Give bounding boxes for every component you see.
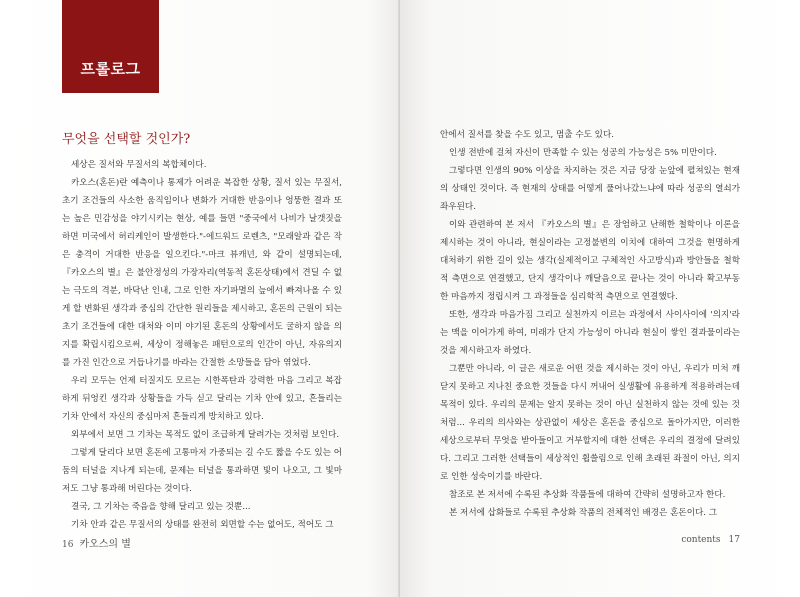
right-folio [681, 535, 740, 545]
paragraph: 외부에서 보면 그 기차는 목적도 없이 조급하게 달려가는 것처럼 보인다. [71, 430, 340, 440]
paragraph: 참조로 본 저서에 수록된 추상화 작품들에 대하여 간략히 설명하고자 한다. [449, 490, 726, 500]
paragraph: 본 저서에 삽화들로 수록된 추상화 작품의 전체적인 배경은 혼돈이다. 그 [449, 508, 718, 518]
running-book-title: 카오스의 별 [79, 539, 131, 550]
paragraph: 결국, 그 기차는 죽음을 향해 달리고 있는 것뿐... [71, 502, 251, 512]
paragraph: 이와 관련하여 본 저서 『카오스의 별』은 장엄하고 난해한 철학이나 이론을 제시하는 것이 아니라, 현실이라는 고정불변의 이치에 대하여 그것을 현명하게 대처하기 위한 길이 있는 생각(실제적이고 구체적인 사고방식)과 방안들을 철학적 측면으로 연결했고, 단지 생각이나 깨달음으로 끝나는 것이 아니라 확고부동한 마음까지 정립시켜 그 과정들을 심리학적 측면으로 연결했다. [440, 220, 740, 302]
paragraph: 또한, 생각과 마음가짐 그리고 실천까지 이르는 과정에서 사이사이에 '의지'라는 맥을 이어가게 하여, 미래가 단지 가능성이 아니라 현실이 쌓인 결과물이라는 것을 제시하고자 하였다. [440, 310, 740, 356]
running-section-label: contents [681, 535, 721, 545]
paragraph: 세상은 질서와 무질서의 복합체이다. [71, 160, 207, 170]
chapter-label: 프롤로그 [80, 60, 141, 78]
page-number: 16 [62, 540, 74, 550]
paragraph: 그렇다면 인생의 90% 이상을 차지하는 것은 지금 당장 눈앞에 펼쳐있는 현재의 상태인 것이다. 즉 현재의 상태를 어떻게 풀어나갔느냐에 따라 성공의 열쇠가 좌우된다. [440, 166, 740, 212]
left-folio [62, 535, 131, 550]
paragraph: 우리 모두는 언제 터질지도 모르는 시한폭탄과 강력한 마음 그리고 복잡하게 뒤엉킨 생각과 상황들을 가득 싣고 달리는 기차 안에 있고, 흔들리는 기차 안에서 자신의 중심마저 흔들리게 방치하고 있다. [62, 376, 342, 422]
right-body-text [440, 126, 740, 522]
right-page [400, 0, 800, 597]
section-heading: 무엇을 선택할 것인가? [62, 132, 191, 147]
paragraph: 그뿐만 아니라, 이 글은 새로운 어떤 것을 제시하는 것이 아닌, 우리가 미처 깨닫지 못하고 지나친 중요한 것들을 다시 꺼내어 실생활에 유용하게 적용하려는데 목적이 있다. 우리의 문제는 알지 못하는 것이 아닌 실천하지 않는 것에 있는 것처럼... 우리의 의사와는 상관없이 세상은 혼돈을 중심으로 돌아가지만, 이러한 세상으로부터 무엇을 받아들이고 거부할지에 대한 선택은 우리의 결정에 달려있다. 그리고 그러한 선택들이 세상적인 휩쓸림으로 인해 초래된 좌절이 아닌, 의지로 인한 성숙이기를 바란다. [440, 364, 740, 482]
paragraph: 그렇게 달리다 보면 혼돈에 고통마저 가중되는 길 수도 짧을 수도 있는 어둠의 터널을 지나게 되는데, 문제는 터널을 통과하면 빛이 나오고, 그 빛마저도 그냥 통과해 버린다는 것이다. [62, 448, 342, 494]
chapter-label-box [62, 0, 159, 93]
paragraph: 기차 안과 같은 무질서의 상태를 완전히 외면할 수는 없어도, 적어도 그 [71, 520, 334, 530]
left-body-text [62, 156, 342, 534]
paragraph: 인생 전반에 걸쳐 자신이 만족할 수 있는 성공의 가능성은 5% 미만이다. [449, 148, 717, 158]
page-number: 17 [728, 535, 740, 545]
paragraph: 카오스(혼돈)란 예측이나 통제가 어려운 복잡한 상황, 질서 있는 무질서, 초기 조건들의 사소한 움직임이나 변화가 거대한 반응이나 엉뚱한 결과 또는 높은 민감성을 야기시키는 현상, 예를 들면 "중국에서 나비가 날갯짓을 하면 미국에서 허리케인이 발생한다."-에드워드 로렌츠, "모래알과 같은 작은 충격이 거대한 반응을 일으킨다."-마크 뷰캐넌, 와 같이 설명되는데, 『카오스의 별』은 불안정성의 가장자리(역동적 혼돈상태)에서 견딜 수 없는 극도의 격분, 바닥난 인내, 그로 인한 자기파멸의 늪에서 빠져나올 수 있게 할 변화된 생각과 중심의 간단한 원리들을 제시하고, 혼돈의 근원이 되는 초기 조건들에 대한 대처와 이미 야기된 혼돈의 상황에서도 굴하지 않을 의지를 확립시킴으로써, 세상이 정해놓은 패턴으로의 인간이 아닌, 자유의지를 가진 인간으로 거듭나기를 바라는 간절한 소망들을 담아 엮었다. [62, 178, 342, 368]
paragraph: 안에서 질서를 찾을 수도 있고, 멈출 수도 있다. [440, 130, 615, 140]
